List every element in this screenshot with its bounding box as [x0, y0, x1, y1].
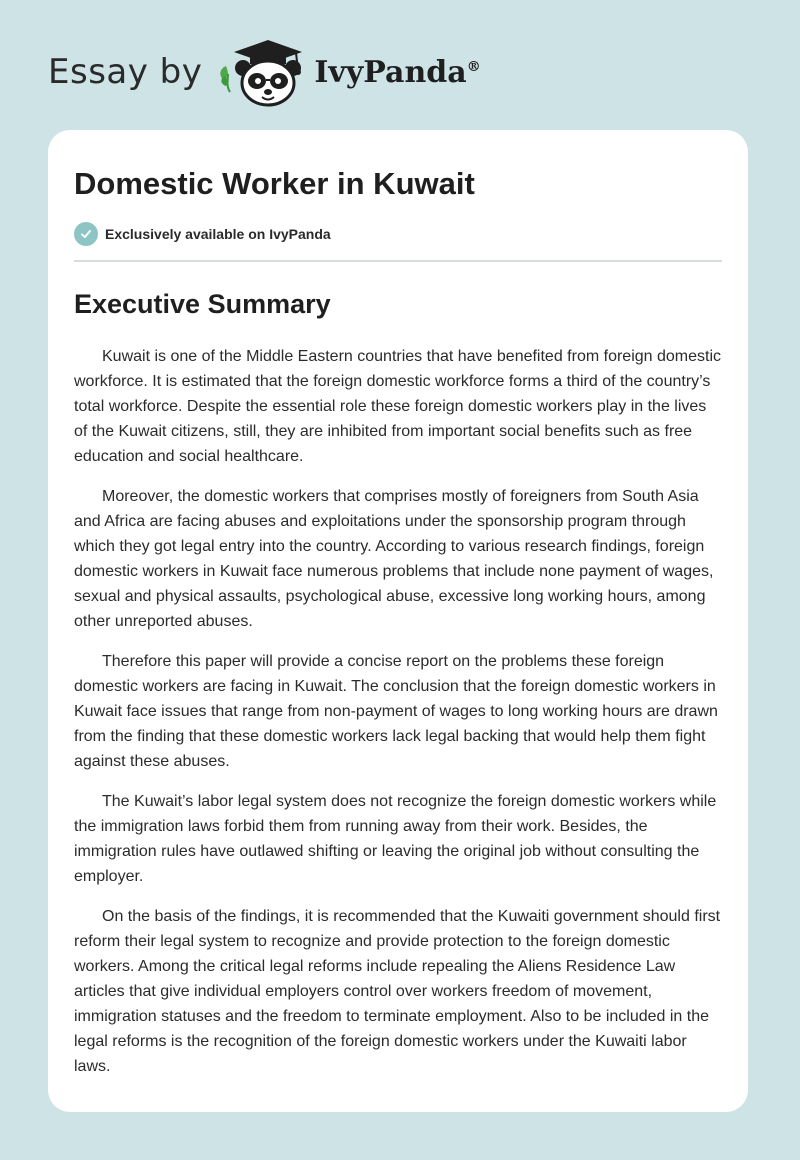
paragraph: Therefore this paper will provide a concise report on the problems these foreign domestic workers are facing in Kuwait. The conclusion that the foreign domestic workers in Kuwait face issues that range from non-payment of wages to long working hours are drawn from the finding that these domestic workers lack legal backing that would help them fight against these abuses. — [74, 653, 718, 770]
registered-mark: ® — [466, 58, 481, 75]
paragraph: Moreover, the domestic workers that comprises mostly of foreigners from South Asia and Africa are facing abuses and exploitations under the sponsorship program through which they got legal entry into the country. According to various research findings, foreign domestic workers in Kuwait face numerous problems that include none payment of wages, sexual and physical assaults, psychological abuse, excessive long working hours, among other unreported abuses. — [74, 488, 714, 630]
essay-card — [48, 130, 748, 1112]
brand-header[interactable] — [48, 36, 481, 108]
exclusive-badge — [74, 222, 722, 246]
divider — [74, 260, 722, 262]
panda-graduate-icon — [216, 36, 312, 108]
brand-name: IvyPanda® — [314, 54, 481, 90]
brand-prefix: Essay by — [48, 52, 203, 92]
section-heading: Executive Summary — [74, 289, 331, 319]
check-circle-icon — [74, 222, 98, 246]
paragraph: The Kuwait’s labor legal system does not recognize the foreign domestic workers while the immigration laws forbid them from running away from their work. Besides, the immigration rules have outlawed shifting or leaving the original job without consulting the employer. — [74, 793, 717, 885]
paragraph: Kuwait is one of the Middle Eastern countries that have benefited from foreign domestic workforce. It is estimated that the foreign domestic workforce forms a third of the country’s total workforce. Despite the essential role these foreign domestic workers play in the lives of the Kuwait citizens, still, they are inhibited from important social benefits such as free education and social healthcare. — [74, 348, 722, 465]
paragraph: On the basis of the findings, it is recommended that the Kuwaiti government should first reform their legal system to recognize and provide protection to the foreign domestic workers. Among the critical legal reforms include repealing the Aliens Residence Law articles that give individual employers control over workers freedom of movement, immigration statuses and the freedom to terminate employment. Also to be included in the legal reforms is the recognition of the foreign domestic workers under the Kuwaiti labor laws. — [74, 908, 721, 1075]
essay-body — [74, 344, 722, 1079]
badge-label: Exclusively available on IvyPanda — [105, 226, 331, 242]
page-title: Domestic Worker in Kuwait — [74, 166, 475, 201]
